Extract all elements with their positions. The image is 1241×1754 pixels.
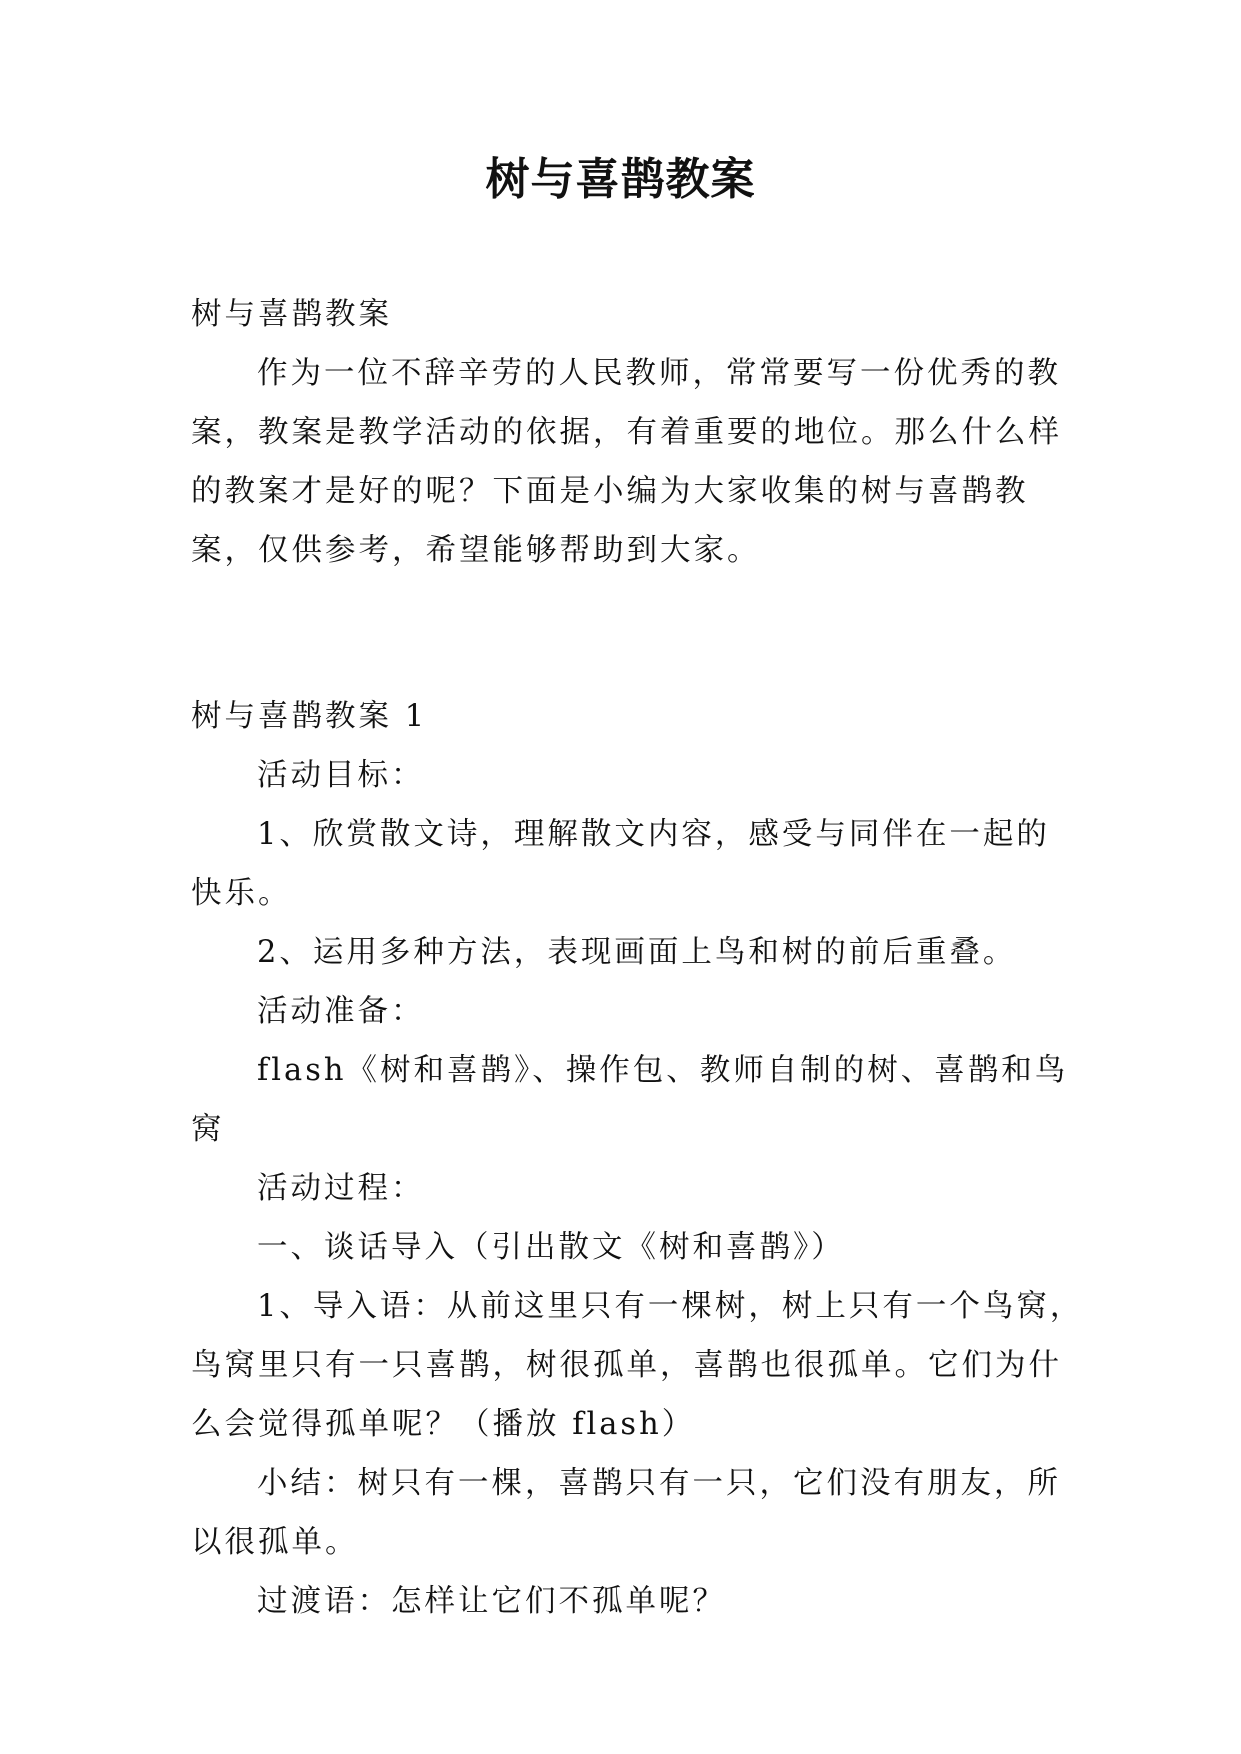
section-line: 2、运用多种方法，表现画面上鸟和树的前后重叠。 [257,935,1017,970]
section-line: 过渡语：怎样让它们不孤单呢？ [257,1584,726,1619]
intro-line: 案，教案是教学活动的依据，有着重要的地位。那么什么样 [191,415,1062,450]
section-line: 窝 [191,1112,225,1147]
section-heading: 树与喜鹊教案 1 [191,699,428,734]
section-line: 1、欣赏散文诗，理解散文内容，感受与同伴在一起的 [257,817,1050,852]
section-line: 1、导入语：从前这里只有一棵树，树上只有一个鸟窝， [257,1289,1084,1324]
section-line: 小结：树只有一棵，喜鹊只有一只，它们没有朋友，所 [257,1466,1061,1501]
section-line: 以很孤单。 [191,1525,359,1560]
document-title: 树与喜鹊教案 [485,154,756,205]
section-line: 活动目标： [257,758,425,793]
intro-line: 的教案才是好的呢？下面是小编为大家收集的树与喜鹊教 [191,474,1029,509]
section-line: 么会觉得孤单呢？（播放 flash） [191,1407,696,1442]
section-gap [191,580,1051,687]
section-line: 鸟窝里只有一只喜鹊，树很孤单，喜鹊也很孤单。它们为什 [191,1348,1062,1383]
section-line: 一、谈话导入（引出散文《树和喜鹊》） [257,1230,845,1265]
subheading: 树与喜鹊教案 [191,297,392,332]
document-body [191,285,1084,1631]
intro-line: 案，仅供参考，希望能够帮助到大家。 [191,533,761,568]
section-line: flash《树和喜鹊》、操作包、教师自制的树、喜鹊和鸟 [257,1053,1069,1088]
section-line: 活动过程： [257,1171,425,1206]
section-line: 快乐。 [191,876,292,911]
intro-line: 作为一位不辞辛劳的人民教师，常常要写一份优秀的教 [257,356,1061,391]
section-line: 活动准备： [257,994,425,1029]
